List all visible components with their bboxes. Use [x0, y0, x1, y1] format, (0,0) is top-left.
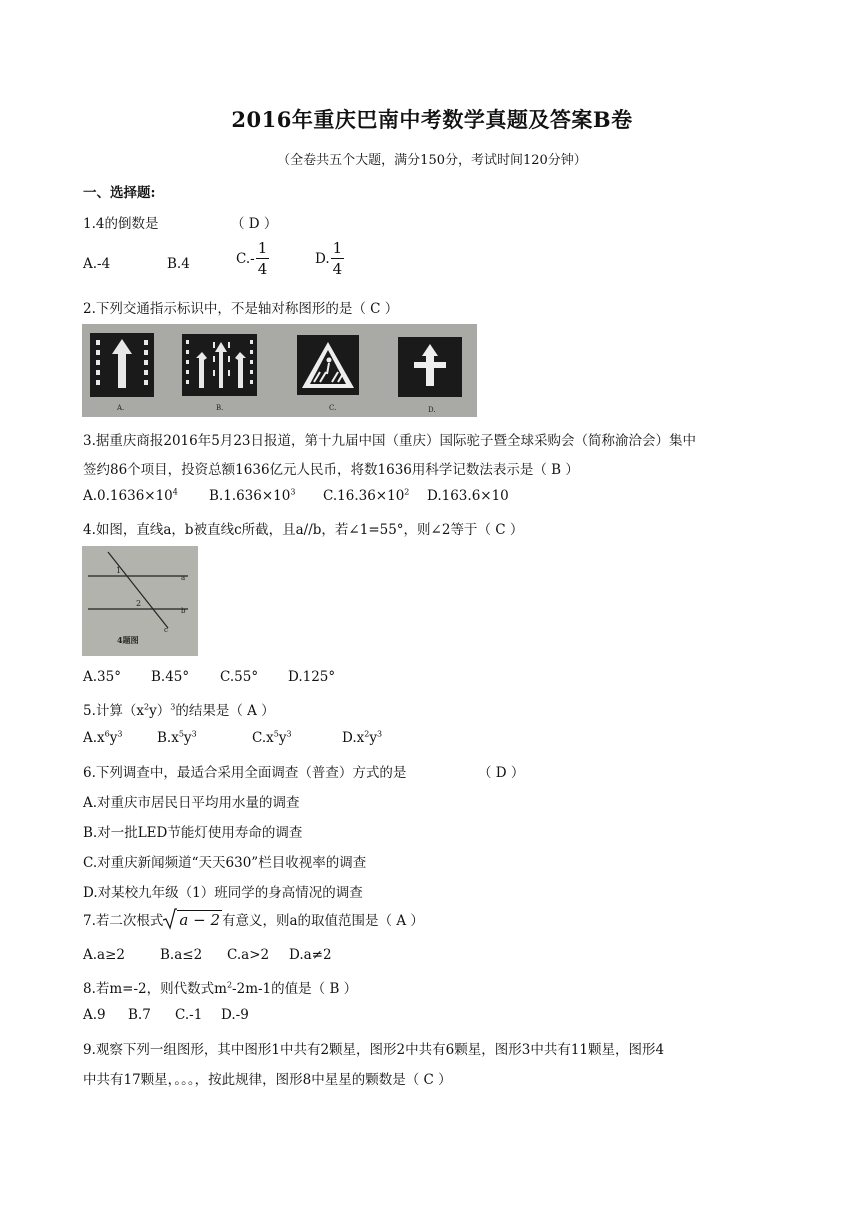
question-4-stem: 4.如图，直线a，b被直线c所截，且a//b，若∠1=55°，则∠2等于（ C ）: [83, 522, 524, 538]
option-a: A.9: [83, 1007, 106, 1023]
question-5-stem: [83, 699, 275, 719]
page-title: 2016年重庆巴南中考数学真题及答案B卷: [231, 107, 633, 132]
sign-b: [182, 334, 257, 412]
option-c-text: C.16.36×10: [323, 488, 405, 504]
option-c: [252, 730, 292, 746]
option-b: B.7: [128, 1007, 151, 1023]
sign-b-label: B.: [216, 404, 224, 412]
exponent: 3: [290, 487, 296, 497]
option-d-prefix: D.: [315, 251, 330, 267]
stem-part: 7.若二次根式: [83, 913, 164, 929]
question-2-stem: 2.下列交通指示标识中，不是轴对称图形的是（ C ）: [83, 301, 399, 317]
fraction-denominator: 4: [332, 260, 343, 278]
sign-c: [297, 335, 359, 412]
option-b: B.a≤2: [160, 947, 203, 963]
question-6-option-c: C.对重庆新闻频道“天天630”栏目收视率的调查: [83, 855, 367, 871]
option-a: [83, 730, 122, 746]
exponent: 3: [117, 729, 123, 739]
option-c: C.a>2: [227, 947, 270, 963]
option-a: [83, 488, 178, 504]
option-text: C.x: [252, 730, 274, 746]
option-b: [209, 488, 295, 504]
option-text: B.x: [157, 730, 179, 746]
option-text: y: [278, 730, 287, 746]
sign-c-label: C.: [329, 404, 337, 412]
page-subtitle: （全卷共五个大题，满分150分，考试时间120分钟）: [277, 153, 587, 168]
option-c: C.55°: [220, 669, 259, 685]
sign-a: [90, 333, 154, 412]
option-d: D.-9: [221, 1007, 249, 1023]
option-d: D.163.6×10: [427, 488, 509, 504]
option-text: y: [109, 730, 118, 746]
angle-2-label: 2: [136, 599, 142, 608]
option-b: [157, 730, 197, 746]
exponent: 3: [376, 729, 383, 739]
question-4-figure: [82, 546, 198, 656]
line-a-label: a: [181, 574, 186, 582]
radicand: a − 2: [179, 911, 220, 929]
option-b-text: B.1.636×10: [209, 488, 291, 504]
question-6-option-d: D.对某校九年级（1）班同学的身高情况的调查: [83, 885, 363, 901]
question-7-stem: [83, 908, 424, 930]
option-text: D.x: [342, 730, 365, 746]
stem-part: 有意义，则a的取值范围是（ A ）: [221, 913, 424, 929]
option-a-text: A.0.1636×10: [83, 488, 173, 504]
fraction-numerator: 1: [332, 239, 343, 257]
question-3-line-1: 3.据重庆商报2016年5月23日报道，第十九届中国（重庆）国际驼子暨全球采购会（简称渝洽会）集中: [83, 433, 697, 449]
exponent: 6: [104, 729, 110, 739]
stem-part: 5.计算（x: [83, 703, 144, 719]
option-c: [236, 241, 269, 277]
fraction: [331, 241, 345, 277]
exponent: 2: [144, 702, 150, 712]
question-3-line-2: 签约86个项目，投资总额1636亿元人民币，将数1636用科学记数法表示是（ B ）: [83, 462, 579, 478]
question-1-stem: 1.4的倒数是: [83, 216, 159, 232]
exponent: 2: [364, 729, 370, 739]
option-d: D.a≠2: [289, 947, 332, 963]
sign-a-label: A.: [117, 404, 125, 412]
question-6-option-a: A.对重庆市居民日平均用水量的调查: [83, 795, 300, 811]
option-a: A.35°: [83, 669, 121, 685]
section-heading: 一、选择题:: [83, 185, 156, 201]
figure-caption: 4题图: [117, 635, 139, 645]
exponent: 2: [226, 980, 233, 990]
option-text: y: [369, 730, 377, 746]
option-d: [315, 241, 344, 277]
question-1-answer: （ D ）: [231, 216, 278, 232]
exponent: 2: [404, 487, 410, 497]
stem-part: y）: [149, 703, 171, 719]
option-text: A.x: [83, 730, 105, 746]
traffic-signs-photo: [82, 324, 477, 417]
question-8-stem: [83, 977, 357, 997]
question-9-line-2: 中共有17颗星，。。。，按此规律，图形8中星星的颗数是（ C ）: [83, 1072, 452, 1088]
option-d: D.125°: [288, 669, 336, 685]
fraction-numerator: 1: [257, 239, 268, 257]
option-c: [323, 488, 409, 504]
option-b: B.45°: [151, 669, 190, 685]
fraction: [256, 241, 270, 277]
fraction-denominator: 4: [257, 260, 268, 278]
question-6-option-b: B.对一批LED节能灯使用寿命的调查: [83, 825, 303, 841]
question-6-answer: （ D ）: [478, 765, 525, 781]
option-text: y: [183, 730, 192, 746]
angle-1-label: 1: [116, 566, 122, 575]
stem-part: -2m-1的值是（ B ）: [232, 981, 358, 997]
option-c-prefix: C.-: [236, 251, 255, 267]
stem-part: 8.若m=-2，则代数式m: [83, 981, 227, 997]
option-c: C.-1: [175, 1007, 203, 1023]
option-a: A.a≥2: [83, 947, 125, 963]
question-9-line-1: 9.观察下列一组图形，其中图形1中共有2颗星，图形2中共有6颗星，图形3中共有11颗星，图形4: [83, 1042, 665, 1058]
exponent: 5: [178, 729, 184, 739]
stem-part: 的结果是（ A ）: [175, 703, 275, 719]
option-b: B.4: [167, 256, 190, 272]
option-a: A.-4: [83, 256, 111, 272]
square-root: [163, 908, 222, 930]
line-c-label: c: [164, 626, 168, 634]
exponent: 3: [286, 729, 292, 739]
sign-d: [398, 337, 462, 414]
question-6-stem: 6.下列调查中，最适合采用全面调查（普查）方式的是: [83, 765, 407, 781]
sign-d-label: D.: [428, 406, 436, 414]
line-b-label: b: [181, 607, 186, 615]
exponent: 5: [273, 729, 279, 739]
exponent: 4: [172, 487, 178, 497]
option-d: [342, 730, 382, 746]
exponent: 3: [191, 729, 197, 739]
exponent: 3: [170, 702, 176, 712]
